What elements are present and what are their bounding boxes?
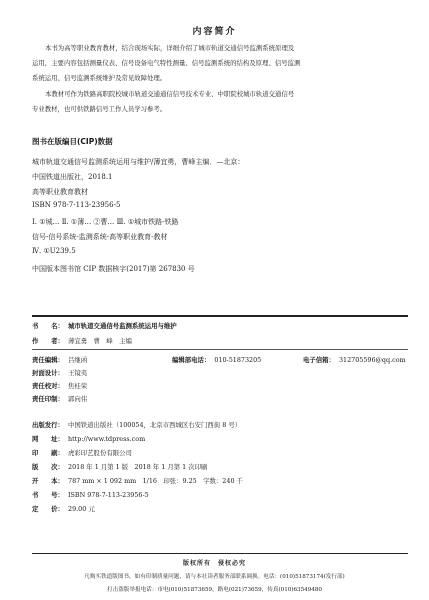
publish-label: 书 号： xyxy=(32,491,64,499)
intro-line: 专业教材，也可供铁路信号工作人员学习参考。 xyxy=(32,105,167,113)
publish-value: ISBN 978-7-113-23956-5 xyxy=(68,491,149,499)
credit-row xyxy=(32,368,87,377)
publish-value: 787 mm × 1 092 mm 1/16 印张：9.25 字数：240 千 xyxy=(68,477,243,485)
publish-label: 开 本： xyxy=(32,477,64,485)
publish-label: 网 址： xyxy=(32,435,64,443)
publish-row xyxy=(32,476,243,485)
publish-row xyxy=(32,462,207,471)
cip-line: 城市轨道交通信号监测系统运用与维护/薄宜勇，曹峰主编．—北京： xyxy=(32,158,245,166)
email-label: 电子信箱： xyxy=(303,356,335,364)
cip-line: 中国版本图书馆 CIP 数据核字(2017)第 267830 号 xyxy=(32,265,195,273)
credit-value: 焦桂荣 xyxy=(68,382,88,390)
publish-row xyxy=(32,448,132,457)
content-summary-title: 内容简介 xyxy=(192,27,237,37)
hotline-label: 编辑部电话： xyxy=(172,356,211,364)
copyright-notice: 版权所有 侵权必究 xyxy=(182,560,246,567)
piracy-hotline: 打击盗版举报电话：市电(010)51873659，路电(021)73659，传真(010)63549480 xyxy=(107,587,322,593)
credit-label: 责任印制： xyxy=(32,395,64,403)
publish-row xyxy=(32,504,95,513)
credit-value: 王镜夷 xyxy=(68,369,88,377)
credit-row xyxy=(32,381,87,390)
publish-label: 定 价： xyxy=(32,505,64,513)
email-value: 312705596@qq.com xyxy=(338,356,406,364)
publish-value: 2018 年 1 月第 1 版 2018 年 1 月第 1 次印刷 xyxy=(68,463,208,471)
hotline xyxy=(172,355,261,364)
hotline-value: 010-51873205 xyxy=(214,356,262,364)
divider xyxy=(32,553,408,554)
credit-label: 封面设计： xyxy=(32,369,64,377)
publish-value: 中国铁道出版社（100054，北京市西城区右安门西街 8 号） xyxy=(68,421,242,429)
publish-row xyxy=(32,490,149,499)
credit-label: 责任校对： xyxy=(32,382,64,390)
divider xyxy=(32,315,408,317)
intro-line: 本教材可作为铁路高职院校城市轨道交通通信信号技术专业、中职院校城市轨道交通信号 xyxy=(45,90,295,98)
divider xyxy=(32,349,408,350)
editor-row xyxy=(32,355,87,364)
cip-line: 高等职业教育教材 xyxy=(32,188,88,196)
quality-notice: 凡购买铁道版图书，如有印制质量问题，请与本社读者服务部联系调换。电话：(010)51873174(发行部) xyxy=(84,574,345,580)
editor-label: 责任编辑： xyxy=(32,356,64,364)
author: 薄宜勇 曹 峰 主编 xyxy=(68,337,132,345)
publish-row xyxy=(32,434,145,443)
publish-row xyxy=(32,420,241,429)
intro-line: 本书为高等职业教育教材，结合现场实际，详细介绍了城市轨道交通信号监测系统原理及 xyxy=(45,44,295,52)
credit-value: 郭向伟 xyxy=(68,395,88,403)
publish-label: 印 刷： xyxy=(32,449,64,457)
editor: 吕继函 xyxy=(68,356,88,364)
publish-label: 版 次： xyxy=(32,463,64,471)
cip-line: 中国铁道出版社，2018.1 xyxy=(32,173,113,181)
author-label: 作 者： xyxy=(32,337,64,345)
cip-line: Ⅳ. ①U239.5 xyxy=(32,247,76,255)
book-title-label: 书 名： xyxy=(32,322,64,330)
publish-value: http://www.tdpress.com xyxy=(68,435,146,443)
credit-row xyxy=(32,394,87,403)
publish-value: 29.00 元 xyxy=(68,505,95,513)
cip-line: 信号-信号系统-监测系统-高等职业教育-教材 xyxy=(32,233,168,241)
publish-label: 出版发行： xyxy=(32,421,64,429)
intro-line: 运用，主要内容包括测量仪表、信号设备电气特性测量、信号监测系统的结构及原理、信号监测 xyxy=(32,59,301,67)
cip-line: Ⅰ. ①城… Ⅱ. ①薄… ②曹… Ⅲ. ①城市铁路-铁路 xyxy=(32,218,179,226)
book-title: 城市轨道交通信号监测系统运用与维护 xyxy=(68,322,177,330)
publish-value: 虎彩印艺股份有限公司 xyxy=(68,449,132,457)
email xyxy=(303,355,406,364)
cip-heading: 图书在版编目(CIP)数据 xyxy=(32,137,113,146)
author-row xyxy=(32,336,132,345)
book-title-row xyxy=(32,321,177,330)
cip-line: ISBN 978-7-113-23956-5 xyxy=(32,201,121,209)
intro-line: 系统运用、信号监测系统维护及常见故障处理。 xyxy=(32,74,167,82)
